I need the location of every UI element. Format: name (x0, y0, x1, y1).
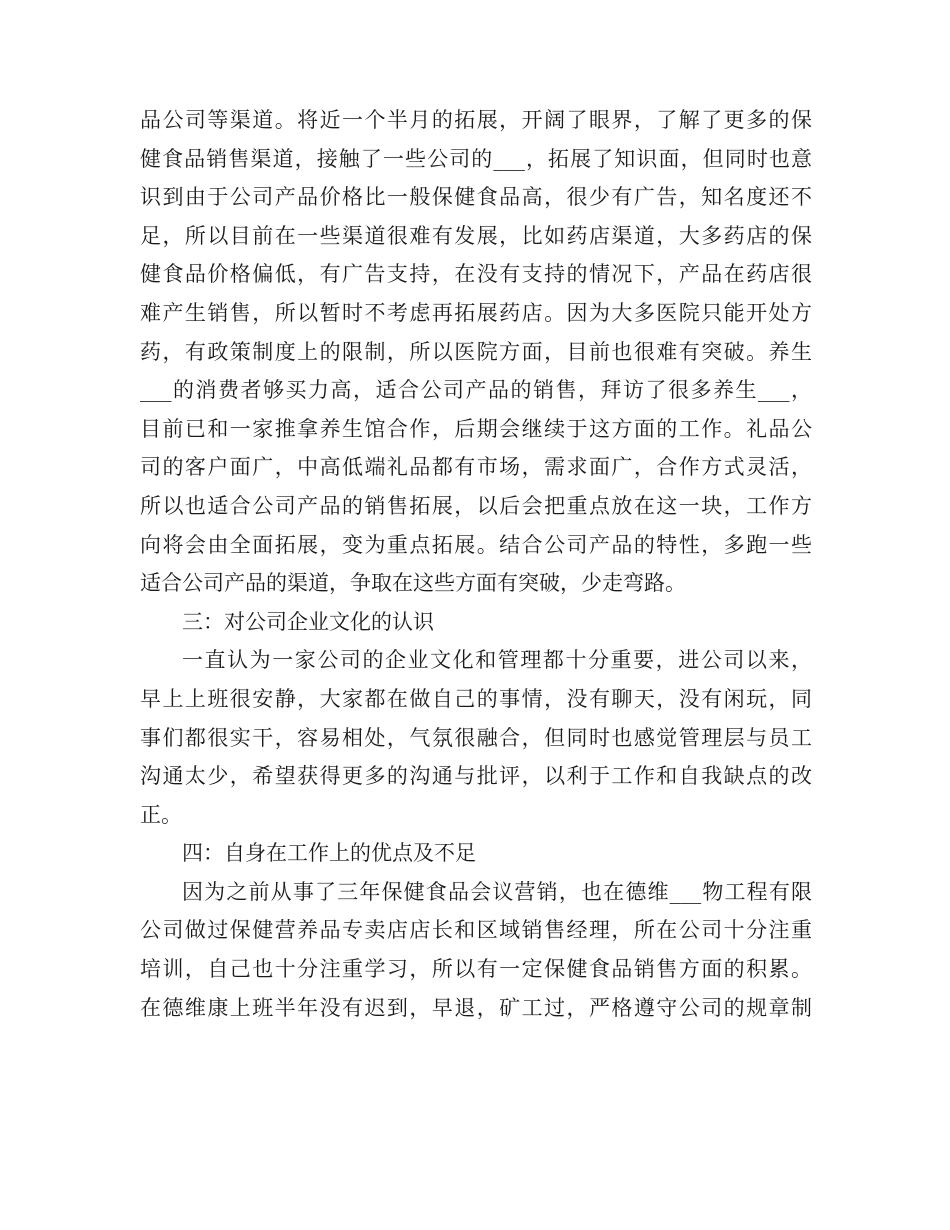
text-line: 向将会由全面拓展，变为重点拓展。结合公司产品的特性，多跑一些 (140, 532, 812, 557)
document-body (140, 101, 812, 1027)
text-line: 沟通太少，希望获得更多的沟通与批评，以利于工作和自我缺点的改 (140, 764, 812, 789)
text-line: 一直认为一家公司的企业文化和管理都十分重要，进公司以来， (182, 648, 812, 673)
text-line: 早上上班很安静，大家都在做自己的事情，没有聊天，没有闲玩，同 (140, 686, 812, 711)
text-line: ___的消费者够买力高，适合公司产品的销售，拜访了很多养生___， (140, 378, 812, 403)
section-heading-strengths-weaknesses: 四：自身在工作上的优点及不足 (182, 841, 476, 866)
text-line: 因为之前从事了三年保健食品会议营销，也在德维___物工程有限 (182, 879, 812, 904)
text-line: 在德维康上班半年没有迟到，早退，矿工过，严格遵守公司的规章制 (140, 995, 812, 1020)
paragraph-corporate-culture (140, 641, 812, 834)
text-line: 足，所以目前在一些渠道很难有发展，比如药店渠道，大多药店的保 (140, 223, 812, 248)
text-line: 公司做过保健营养品专卖店店长和区域销售经理，所在公司十分注重 (140, 918, 812, 943)
text-line: 所以也适合公司产品的销售拓展，以后会把重点放在这一块，工作方 (140, 493, 812, 518)
text-line: 药，有政策制度上的限制，所以医院方面，目前也很难有突破。养生 (140, 339, 812, 364)
paragraph-strengths (140, 873, 812, 1027)
text-line: 目前已和一家推拿养生馆合作，后期会继续于这方面的工作。礼品公 (140, 416, 812, 441)
paragraph-channels (140, 101, 812, 603)
text-line: 难产生销售，所以暂时不考虑再拓展药店。因为大多医院只能开处方 (140, 300, 812, 325)
text-line: 识到由于公司产品价格比一般保健食品高，很少有广告，知名度还不 (140, 185, 812, 210)
text-line: 司的客户面广，中高低端礼品都有市场，需求面广，合作方式灵活， (140, 455, 812, 480)
section-heading-corporate-culture: 三：对公司企业文化的认识 (182, 609, 434, 634)
text-line: 事们都很实干，容易相处，气氛很融合，但同时也感觉管理层与员工 (140, 725, 812, 750)
text-line: 品公司等渠道。将近一个半月的拓展，开阔了眼界，了解了更多的保 (140, 108, 812, 132)
text-line: 健食品价格偏低，有广告支持，在没有支持的情况下，产品在药店很 (140, 262, 812, 287)
text-line: 正。 (140, 802, 182, 827)
text-line: 培训，自己也十分注重学习，所以有一定保健食品销售方面的积累。 (140, 957, 812, 982)
text-line: 适合公司产品的渠道，争取在这些方面有突破，少走弯路。 (140, 571, 686, 596)
text-line: 健食品销售渠道，接触了一些公司的___，拓展了知识面，但同时也意 (140, 146, 812, 171)
